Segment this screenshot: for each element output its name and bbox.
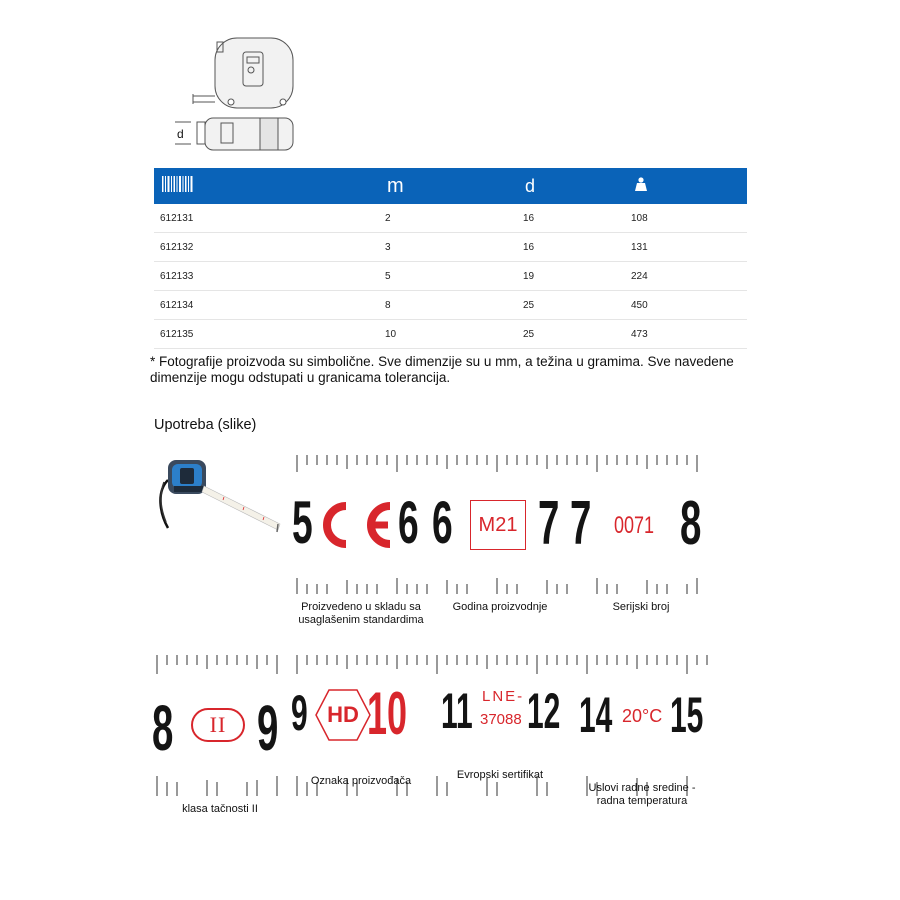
article-code: 612133 (154, 262, 379, 291)
barcode-icon (162, 179, 194, 196)
table-row (154, 291, 747, 320)
table-header-row (154, 168, 747, 204)
caption-accuracy: klasa tačnosti II (182, 803, 258, 815)
maker-mark: HD (327, 702, 359, 727)
length-value: 2 (379, 204, 517, 233)
length-value: 10 (379, 320, 517, 349)
article-column-header (154, 168, 379, 204)
article-code: 612134 (154, 291, 379, 320)
tape2-number-9a: 9 (257, 692, 279, 764)
svg-text:d: d (177, 127, 184, 141)
tape1-number-7a: 7 (538, 489, 560, 558)
width-value: 25 (517, 291, 625, 320)
accuracy-class-badge (191, 708, 245, 742)
accuracy-class: II (209, 712, 227, 737)
weight-value: 224 (625, 262, 747, 291)
table-row (154, 262, 747, 291)
spec-table (154, 168, 747, 349)
caption-conformity: Proizvedeno u skladu sa usaglašenim standardima (298, 601, 424, 626)
table-row (154, 204, 747, 233)
ce-mark (320, 500, 400, 550)
width-value: 16 (517, 204, 625, 233)
caption-conditions: Uslovi radne sredine - radna temperatura (588, 782, 696, 807)
year-code: M21 (478, 514, 518, 536)
caption-maker: Oznaka proizvođača (310, 775, 412, 787)
tape2-number-15: 15 (670, 687, 704, 743)
tape1-number-6b: 6 (432, 489, 453, 556)
table-row (154, 233, 747, 262)
weight-icon (633, 179, 649, 196)
caption-serial: Serijski broj (612, 601, 670, 613)
tape-measure-photo (154, 452, 284, 537)
width-value: 25 (517, 320, 625, 349)
length-column-header: m (379, 168, 517, 204)
disclaimer-note: * Fotografije proizvoda su simbolične. Sve dimenzije su u mm, a težina u gramima. Sve navedene dimenzije mogu odstupati u granicama tolerancija. (150, 354, 734, 385)
tape-measure-diagram (165, 30, 305, 160)
length-value: 8 (379, 291, 517, 320)
weight-value: 131 (625, 233, 747, 262)
caption-cert: Evropski sertifikat (456, 769, 544, 781)
table-row (154, 320, 747, 349)
tape1-number-6a: 6 (398, 489, 419, 556)
tape1-number-7b: 7 (570, 489, 592, 558)
temperature-mark: 20°C (622, 706, 663, 726)
cert-line-2: 37088 (480, 711, 522, 728)
tape2-number-12: 12 (527, 683, 561, 739)
width-column-header: d (517, 168, 625, 204)
tape1-number-8: 8 (680, 489, 702, 558)
article-code: 612131 (154, 204, 379, 233)
article-code: 612135 (154, 320, 379, 349)
cert-line-1: LNE- (482, 688, 525, 705)
weight-value: 450 (625, 291, 747, 320)
tape2-number-10: 10 (367, 680, 408, 747)
weight-column-header (625, 168, 747, 204)
tape2-number-14: 14 (579, 687, 613, 743)
width-value: 16 (517, 233, 625, 262)
weight-value: 108 (625, 204, 747, 233)
tape2-number-11: 11 (441, 683, 473, 739)
length-value: 3 (379, 233, 517, 262)
tape2-number-9b: 9 (291, 685, 308, 741)
width-value: 19 (517, 262, 625, 291)
tape1-number-5: 5 (292, 489, 313, 556)
usage-title: Upotreba (slike) (154, 417, 257, 433)
year-code-box (470, 500, 526, 550)
length-value: 5 (379, 262, 517, 291)
caption-year: Godina proizvodnje (452, 601, 548, 613)
article-code: 612132 (154, 233, 379, 262)
weight-value: 473 (625, 320, 747, 349)
tape2-number-8: 8 (152, 692, 174, 764)
serial-number: 0071 (614, 512, 655, 539)
